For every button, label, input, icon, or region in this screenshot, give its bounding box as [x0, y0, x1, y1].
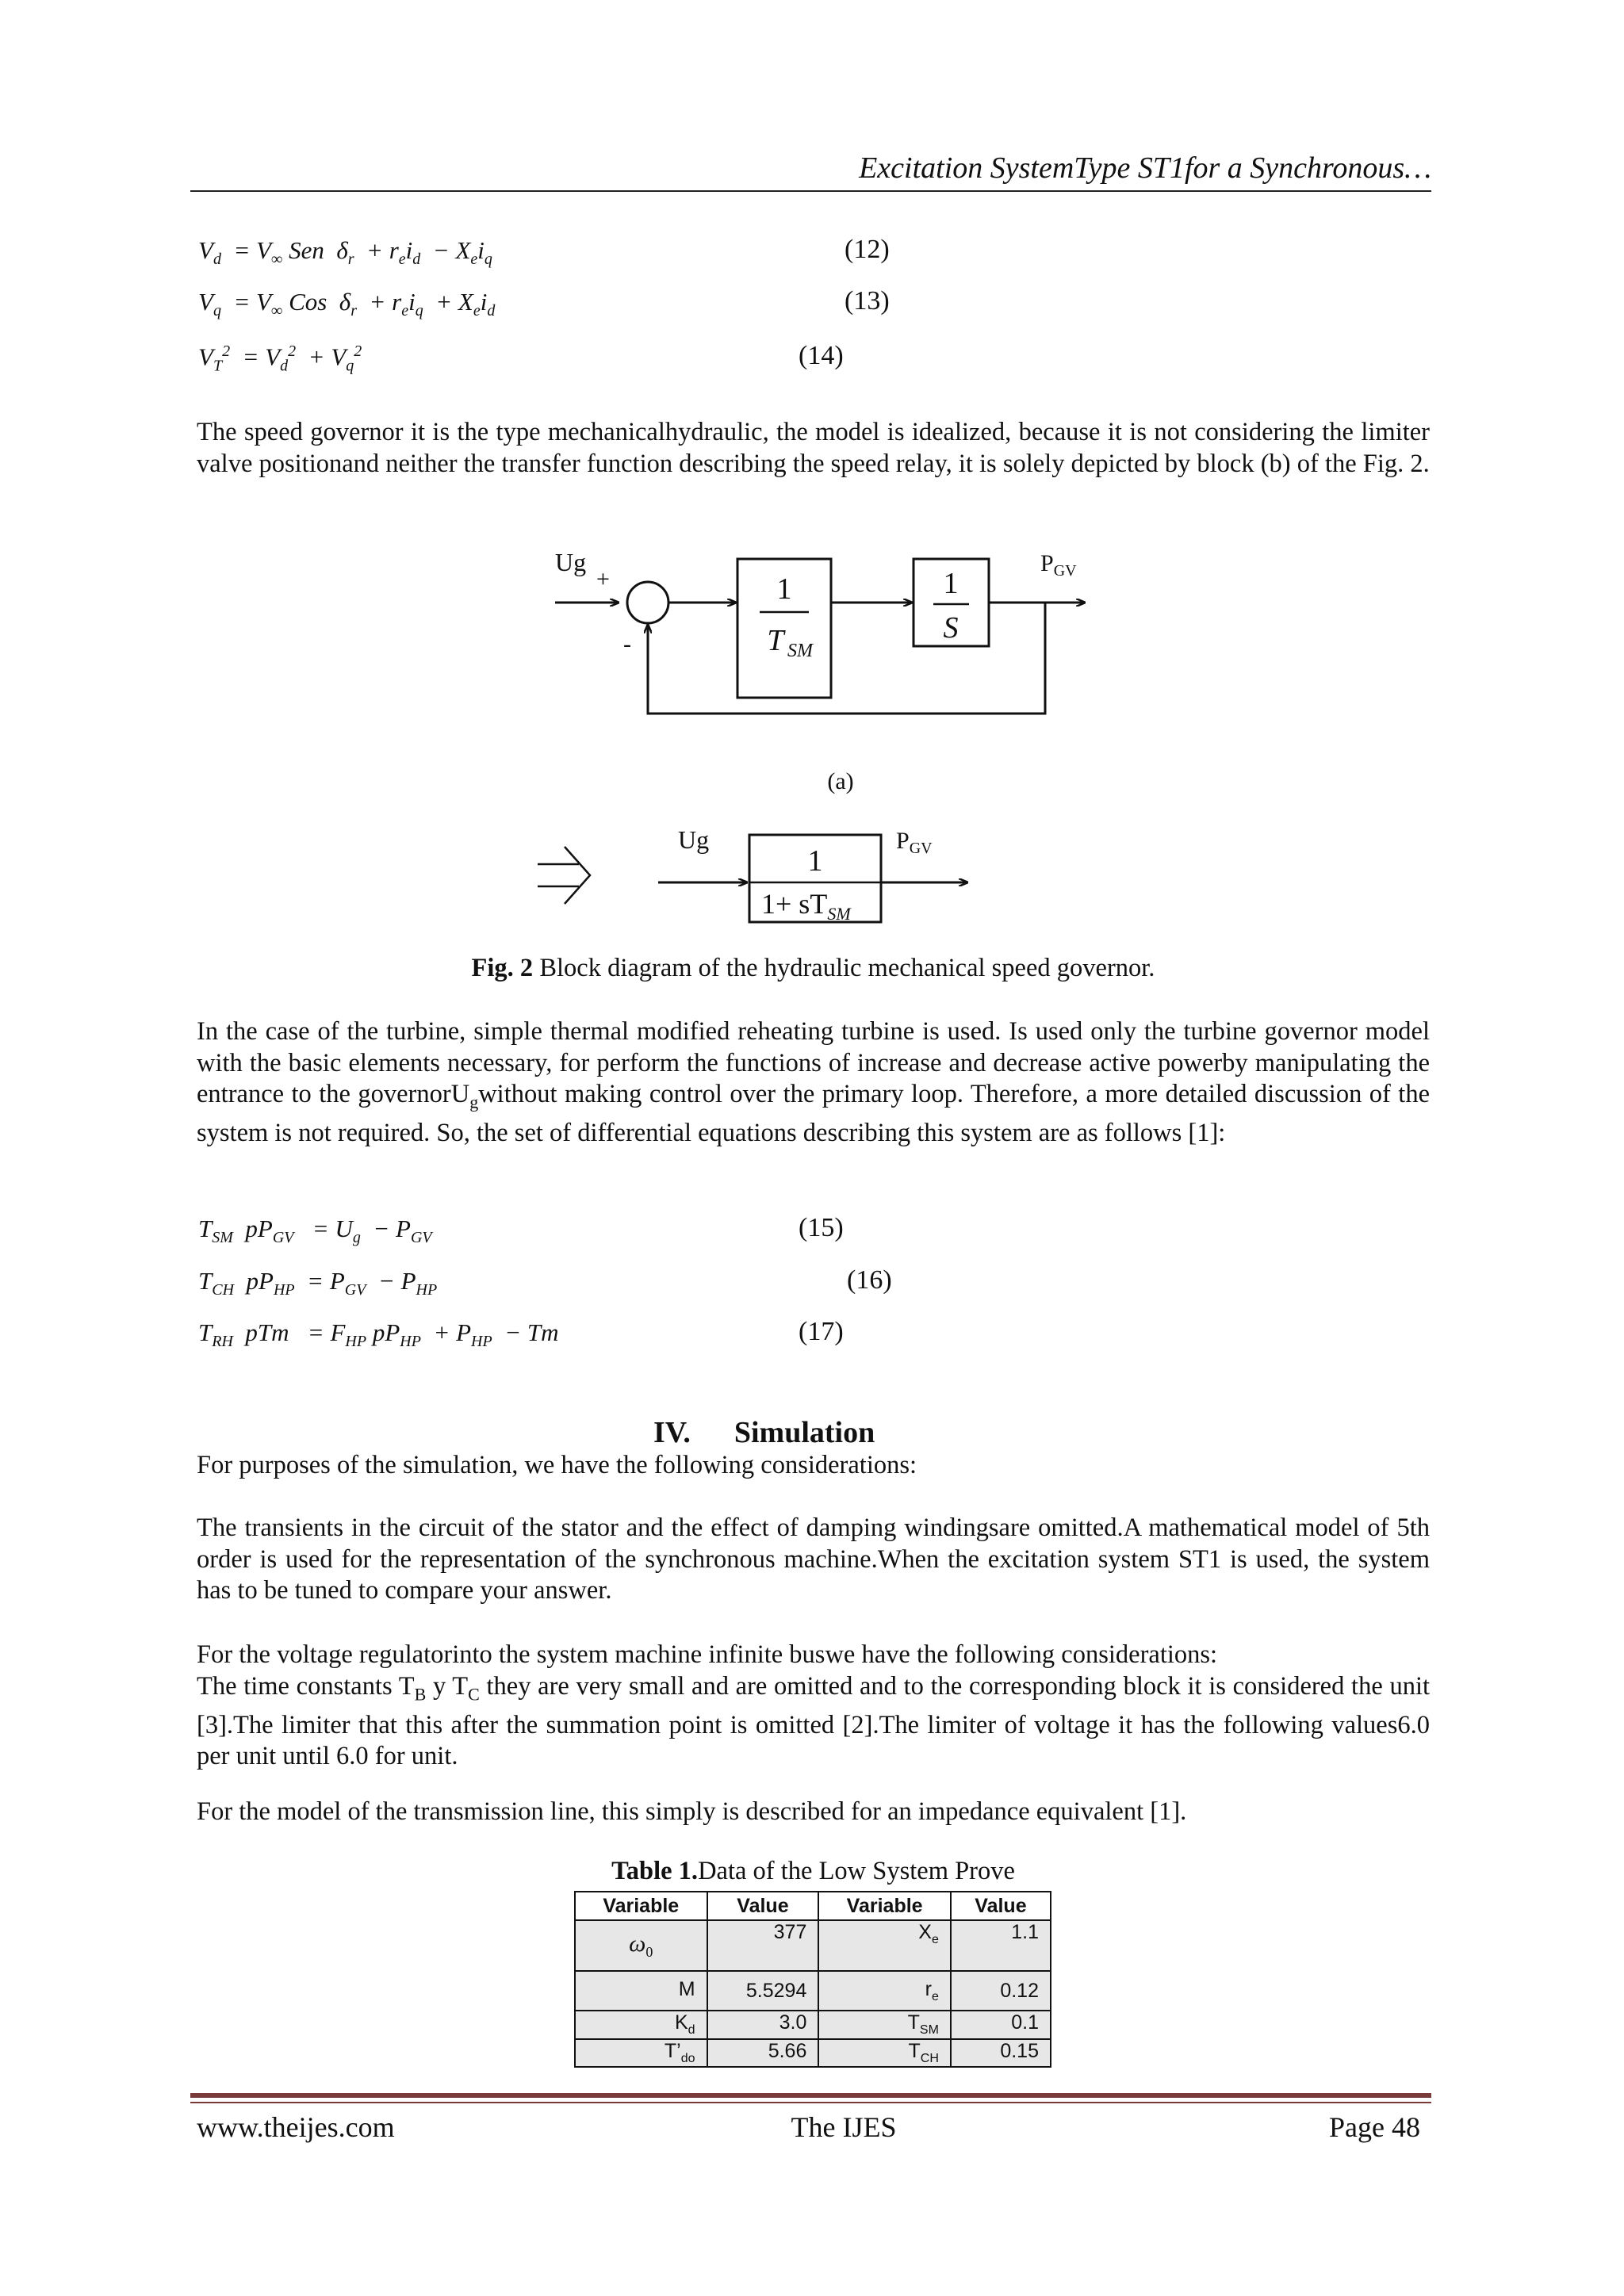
table-1: [574, 1891, 1051, 2068]
equation-13: $V_q = V_\infty$ Cos $\delta_r + r_ei_q + X_ei_d$: [198, 288, 496, 320]
table-cell-value: 0.12: [951, 1971, 1051, 2011]
input-label-ug: Ug: [555, 548, 587, 576]
table-cell-value: 5.66: [707, 2039, 819, 2067]
output-label-pgv: $P_{GV}$: [1040, 550, 1077, 580]
table-header-cell: Value: [707, 1892, 819, 1920]
equation-17: $T_{RH}$ pTm = $F_{HP}$ $pP_{HP} + P_{HP} - Tm$: [198, 1318, 559, 1351]
part-a-label: (a): [827, 768, 854, 794]
footer-page-number: Page 48: [1329, 2111, 1420, 2143]
table-cell-value: 0.15: [951, 2039, 1051, 2067]
input-label-ug-b: Ug: [678, 825, 710, 854]
running-header: Excitation SystemType ST1for a Synchronous…: [859, 151, 1431, 185]
equation-14: $V_T^2 = V_d^2 + V_q^2$: [198, 342, 362, 375]
equation-number-16: (16): [847, 1265, 892, 1295]
table-cell-value: 3.0: [707, 2011, 819, 2039]
table-cell-variable: $T_{SM}$: [818, 2011, 951, 2039]
equation-number-15: (15): [799, 1213, 844, 1242]
table-cell-variable: $T_{CH}$: [818, 2039, 951, 2067]
table-header-cell: Variable: [575, 1892, 707, 1920]
summing-junction: [627, 582, 668, 623]
block-2-denominator: S: [943, 611, 959, 645]
feedback-path: [648, 603, 1045, 714]
equation-number-14: (14): [799, 341, 844, 370]
table-row: [575, 1920, 1051, 1971]
header-rule: [190, 190, 1431, 192]
block-2-numerator: 1: [943, 567, 959, 600]
paragraph-voltage-regulator: For the voltage regulatorinto the system machine infinite buswe have the following considerations: The time constants $T_B$ y $T_C$ they are very small and are omitted and to the corresponding block it is considered the unit [3].The limiter that this after the summation point is omitted [2].The limiter of voltage it has the following values6.0 per unit until 6.0 for unit.: [197, 1640, 1430, 1770]
output-label-pgv-b: $P_{GV}$: [896, 828, 933, 857]
paragraph-transmission-line: For the model of the transmission line, this simply is described for an impedance equivalent [1].: [197, 1797, 1187, 1826]
block-1-denominator-sub: SM: [787, 641, 813, 661]
plus-sign: +: [596, 566, 610, 592]
section-heading: IV. Simulation: [653, 1416, 875, 1449]
footer-journal: The IJES: [791, 2111, 897, 2143]
block-1-numerator: 1: [776, 572, 792, 606]
paragraph-transients: The transients in the circuit of the stator and the effect of damping windingsare omitted.A mathematical model of 5th order is used for the representation of the synchronous machine.When the excitation system ST1 is used, the system has to be tuned to compare your answer.: [197, 1513, 1430, 1605]
equation-number-13: (13): [845, 286, 890, 316]
equation-12: $V_d = V_\infty$ Sen $\delta_r + r_ei_d - X_ei_q$: [198, 236, 492, 269]
table-cell-value: 1.1: [951, 1920, 1051, 1971]
paragraph-simulation-intro: For purposes of the simulation, we have the following considerations:: [197, 1451, 917, 1479]
table-header-cell: Value: [951, 1892, 1051, 1920]
block-3-numerator: 1: [807, 844, 823, 878]
table-cell-variable: $\omega_0$: [575, 1920, 707, 1971]
figure-2-caption: Fig. 2 Block diagram of the hydraulic mechanical speed governor.: [471, 954, 1155, 982]
footer-website[interactable]: www.theijes.com: [197, 2111, 395, 2143]
equation-number-17: (17): [799, 1317, 844, 1346]
table-cell-variable: $r_e$: [818, 1971, 951, 2011]
table-cell-value: 5.5294: [707, 1971, 819, 2011]
table-row: [575, 2039, 1051, 2067]
block-1-denominator: T: [767, 624, 784, 657]
table-row: [575, 2011, 1051, 2039]
footer-rule-thin: [190, 2102, 1431, 2103]
minus-sign: -: [623, 631, 631, 657]
figure-2-block-diagram: [523, 531, 1126, 928]
table-header-cell: Variable: [818, 1892, 951, 1920]
implies-arrow-icon: [538, 847, 590, 904]
table-cell-value: 377: [707, 1920, 819, 1971]
equation-15: $T_{SM}$ $pP_{GV} = U_g - P_{GV}$: [198, 1215, 432, 1247]
table-cell-variable: $X_e$: [818, 1920, 951, 1971]
table-cell-value: 0.1: [951, 2011, 1051, 2039]
table-cell-variable: M: [575, 1971, 707, 2011]
paragraph-turbine: In the case of the turbine, simple thermal modified reheating turbine is used. Is used only the turbine governor model with the basic elements necessary, for perform the functions of increase and decrease active powerby manipulating the entrance to the governorU$_g$without making control over the primary loop. Therefore, a more detailed discussion of the system is not required. So, the set of differential equations describing this system are as follows [1]:: [197, 1017, 1431, 1147]
footer-rule-thick: [190, 2093, 1431, 2098]
block-3-denominator: $1+ sT_{SM}$: [761, 888, 851, 924]
table-header-row: [575, 1892, 1051, 1920]
table-cell-variable: $K_d$: [575, 2011, 707, 2039]
table-1-title: Table 1.Data of the Low System Prove: [611, 1857, 1015, 1885]
equation-16: $T_{CH}$ $pP_{HP} = P_{GV} - P_{HP}$: [198, 1267, 438, 1299]
table-cell-variable: $T’_{do}$: [575, 2039, 707, 2067]
table-row: [575, 1971, 1051, 2011]
equation-number-12: (12): [845, 235, 890, 264]
paragraph-governor: The speed governor it is the type mechanicalhydraulic, the model is idealized, because it is not considering the limiter valve positionand neither the transfer function describing the speed relay, it is solely depicted by block (b) of the Fig. 2.: [197, 418, 1430, 478]
